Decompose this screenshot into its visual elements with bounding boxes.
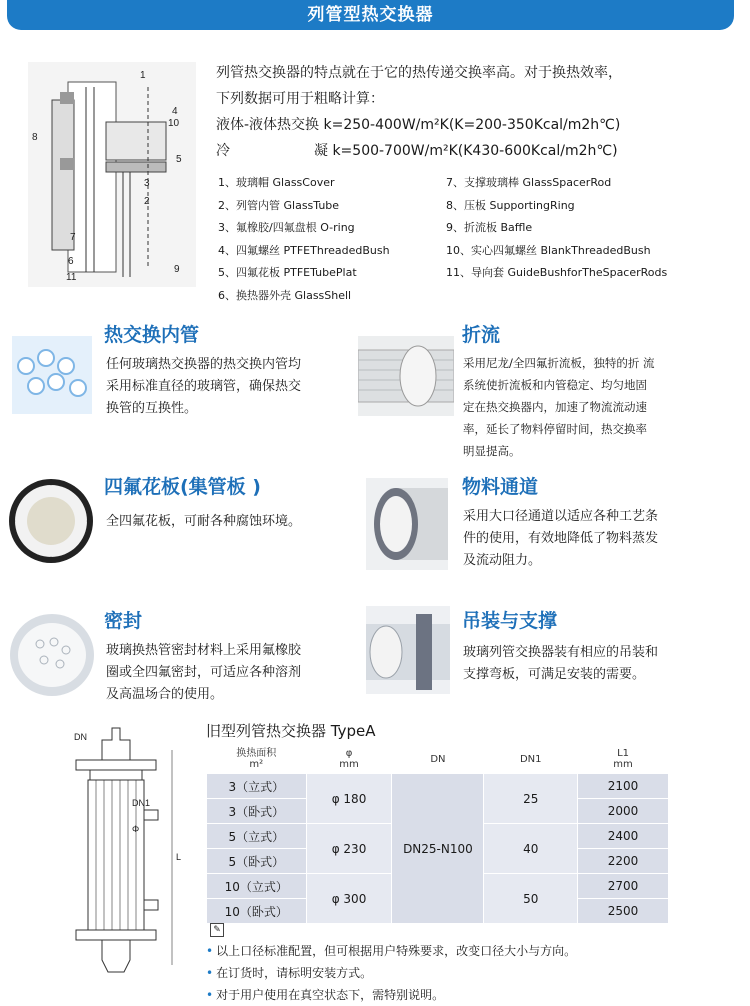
header-area: 换热面积 m²	[207, 745, 307, 774]
part-item: 7、支撑玻璃棒 GlassSpacerRod	[446, 176, 612, 189]
header-l1: L1 mm	[578, 745, 669, 774]
diagram-label-1: 1	[140, 70, 146, 81]
channel-text: 采用大口径通道以适应各种工艺条 件的使用，有效地降低了物料蒸发 及流动阻力。	[463, 509, 659, 568]
diagram-label-5: 5	[176, 154, 182, 165]
seal-title: 密封	[104, 610, 143, 632]
intro-text: 列管热交换器的特点就在于它的热传递交换率高。对于换热效率， 下列数据可用于粗略计算： 液体-液体热交换 k=250-400W/m²K(K=200-350Kcal/m2h℃) 冷 凝 k=500-700W/m²K(K430-600Kcal/m2h℃)	[216, 65, 622, 159]
table-header-row	[207, 745, 669, 774]
baffle-title: 折流	[462, 324, 501, 346]
inner-tube-text: 任何玻璃热交换器的热交换内管均 采用标准直径的玻璃管，确保热交 换管的互换性。	[106, 357, 302, 416]
exchanger-drawing	[52, 720, 192, 995]
table-row: 3（卧式） 2000	[207, 799, 669, 824]
channel-photo	[366, 478, 448, 570]
diagram-label-11: 11	[66, 272, 77, 283]
baffle-photo	[358, 336, 454, 416]
diagram-label-9: 9	[174, 264, 180, 275]
baffle-text: 采用尼龙/全四氟折流板，独特的折 流 系统使折流板和内管稳定、均匀地固 定在热交换器内，加速了物流流动速 率，延长了物料停留时间，热交换率 明显提高。	[463, 356, 655, 458]
note-item: • 对于用户使用在真空状态下，需特别说明。	[206, 988, 445, 1002]
drawing-label-dn1: DN1	[132, 798, 151, 808]
part-item: 3、氟橡胶/四氟盘根 O-ring	[218, 221, 355, 234]
seal-text: 玻璃换热管密封材料上采用氟橡胶 圈或全四氟密封，可适应各种溶剂 及高温场合的使用。	[106, 643, 302, 702]
diagram-label-3: 3	[144, 178, 150, 189]
parts-list-left	[218, 172, 390, 307]
header-dn: DN	[392, 745, 484, 774]
seal-photo	[10, 614, 94, 696]
note-item: • 以上口径标准配置，但可根据用户特殊要求，改变口径大小与方向。	[206, 944, 577, 958]
tube-plate-photo	[8, 478, 94, 564]
channel-title: 物料通道	[462, 476, 539, 498]
tube-plate-title: 四氟花板(集管板 )	[104, 476, 261, 498]
note-item: • 在订货时，请标明安装方式。	[206, 966, 373, 980]
part-item: 9、折流板 Baffle	[446, 221, 533, 234]
table-row: 10（卧式） 2500	[207, 899, 669, 924]
part-item: 4、四氟螺丝 PTFEThreadedBush	[218, 243, 390, 257]
table-row: 10（立式） φ 300 50 2700	[207, 874, 669, 899]
part-item: 10、实心四氟螺丝 BlankThreadedBush	[446, 243, 651, 257]
diagram-label-2: 2	[144, 196, 150, 207]
support-title: 吊装与支撑	[462, 610, 558, 632]
drawing-label-phi: Φ	[132, 824, 140, 834]
header-phi: φ mm	[306, 745, 392, 774]
diagram-label-6: 6	[68, 256, 74, 267]
inner-tube-photo	[12, 336, 92, 414]
parts-list-right	[446, 172, 667, 285]
tube-plate-text: 全四氟花板，可耐各种腐蚀环境。	[106, 514, 302, 529]
notes-list	[206, 940, 576, 1006]
part-item: 2、列管内管 GlassTube	[218, 198, 340, 212]
page-banner: 列管型热交换器	[7, 0, 734, 30]
diagram-label-10: 10	[168, 118, 180, 129]
diagram-label-8: 8	[32, 132, 38, 143]
support-photo	[366, 606, 450, 694]
note-icon: ✎	[210, 923, 224, 937]
inner-tube-title: 热交换内管	[104, 324, 200, 346]
part-item: 6、换热器外壳 GlassShell	[218, 288, 352, 302]
table-title: 旧型列管热交换器 TypeA	[206, 722, 376, 740]
diagram-label-4: 4	[172, 106, 178, 117]
drawing-label-l: L	[176, 852, 182, 862]
header-dn1: DN1	[484, 745, 578, 774]
part-item: 1、玻璃帽 GlassCover	[218, 176, 335, 189]
table-row: 3（立式） φ 180 DN25-N100 25 2100	[207, 774, 669, 799]
table-row: 5（立式） φ 230 40 2400	[207, 824, 669, 849]
part-item: 5、四氟花板 PTFETubePlat	[218, 266, 357, 279]
support-text: 玻璃列管交换器装有相应的吊装和 支撑弯板，可满足安装的需要。	[463, 645, 659, 682]
table-row: 5（卧式） 2200	[207, 849, 669, 874]
diagram-label-7: 7	[70, 232, 76, 243]
spec-table	[206, 744, 669, 924]
part-item: 11、导向套 GuideBushforTheSpacerRods	[446, 266, 668, 279]
part-item: 8、压板 SupportingRing	[446, 198, 575, 212]
assembly-diagram	[28, 62, 196, 287]
drawing-label-dn: DN	[74, 732, 87, 742]
